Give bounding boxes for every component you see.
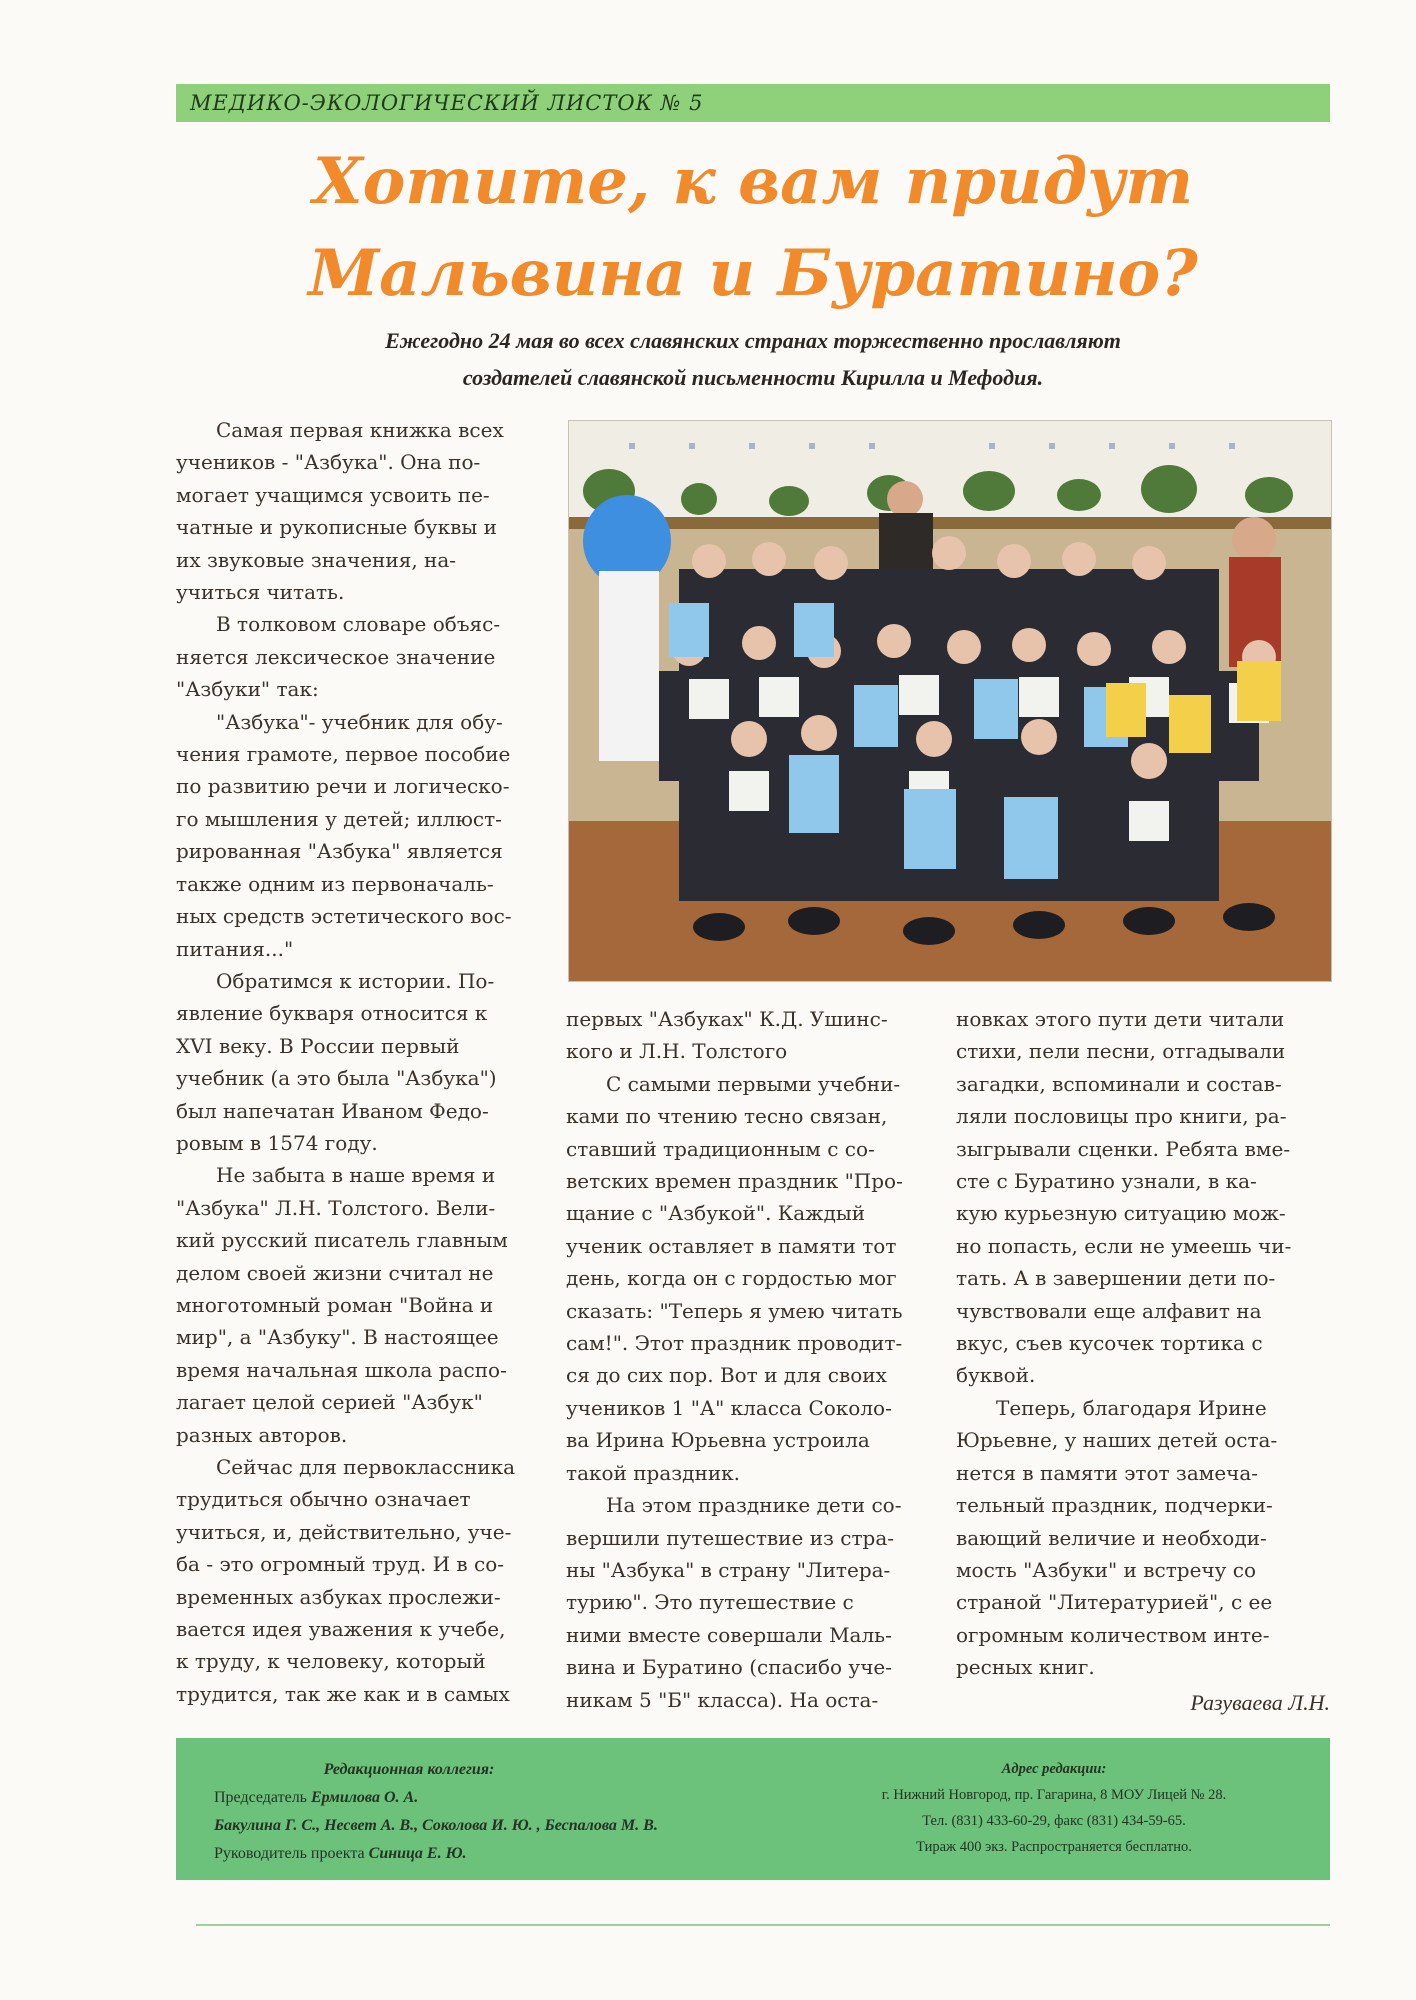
article-lead [176, 322, 1330, 396]
text-line: кую курьезную ситуацию мож- [956, 1201, 1286, 1226]
text-line: страной "Литературией", с ее [956, 1590, 1273, 1615]
text-line: к труду, к человеку, который [176, 1649, 486, 1674]
address-heading: Адрес редакции: [1001, 1761, 1107, 1777]
text-line: чения грамоте, первое пособие [176, 742, 511, 767]
text-line: тать. А в завершении дети по- [956, 1266, 1276, 1291]
text-line: Не забыта в наше время и [216, 1163, 496, 1188]
text-line: учеников - "Азбука". Она по- [176, 450, 481, 475]
text-line: В толковом словаре объяс- [216, 612, 501, 637]
article-lead-line-1: Ежегодно 24 мая во всех славянских странах торжественно прославляют [385, 328, 1121, 353]
manager-name: Синица Е. Ю. [368, 1845, 467, 1862]
text-line: но попасть, если не умеешь чи- [956, 1233, 1292, 1258]
article-column-3 [956, 1003, 1330, 1684]
article-title-line-1: Хотите, к вам придут [312, 144, 1194, 219]
text-line: учиться читать. [176, 580, 345, 605]
paragraph-2 [176, 608, 548, 705]
editorial-address [804, 1756, 1304, 1860]
text-line: учебник (а это была "Азбука") [176, 1066, 497, 1091]
text-line: питания..." [176, 936, 294, 961]
text-line: явление букваря относится к [176, 1001, 488, 1026]
text-line: такой праздник. [566, 1460, 741, 1485]
text-line: делом своей жизни считал не [176, 1260, 494, 1285]
text-line: тельный праздник, подчерки- [956, 1493, 1273, 1518]
chair-name: Ермилова О. А. [310, 1789, 419, 1806]
text-line: огромным количеством инте- [956, 1622, 1270, 1647]
phones-line: Тел. (831) 433-60-29, факс (831) 434-59-65. [922, 1813, 1186, 1829]
paragraph-6-cont [566, 1003, 938, 1068]
text-line: нется в памяти этот замеча- [956, 1460, 1259, 1485]
text-line: "Азбука" Л.Н. Толстого. Вели- [176, 1195, 496, 1220]
text-line: многотомный роман "Война и [176, 1292, 494, 1317]
text-line: первых "Азбуках" К.Д. Ушинс- [566, 1007, 888, 1031]
text-line: трудиться обычно означает [176, 1487, 471, 1512]
text-line: временных азбуках прослежи- [176, 1584, 501, 1609]
address-line: г. Нижний Новгород, пр. Гагарина, 8 МОУ Лицей № 28. [881, 1787, 1227, 1803]
text-line: ровым в 1574 году. [176, 1130, 378, 1155]
text-line: сте с Буратино узнали, в ка- [956, 1169, 1257, 1194]
text-line: турию". Это путешествие с [566, 1590, 854, 1615]
text-line: Обратимся к истории. По- [216, 968, 495, 993]
text-line: вершили путешествие из стра- [566, 1525, 895, 1550]
newsletter-header-bar [176, 84, 1330, 122]
text-line: ных средств эстетического вос- [176, 904, 512, 929]
editorial-members [214, 1812, 658, 1840]
text-line: был напечатан Иваном Федо- [176, 1098, 489, 1123]
text-line: также одним из первоначаль- [176, 871, 494, 896]
text-line: ва Ирина Юрьевна устроила [566, 1428, 870, 1453]
text-line: мость "Азбуки" и встречу со [956, 1557, 1256, 1582]
text-line: кий русский писатель главным [176, 1228, 508, 1253]
paragraph-7 [566, 1068, 938, 1489]
text-line: чувствовали еще алфавит на [956, 1298, 1262, 1323]
text-line: Сейчас для первоклассника [216, 1455, 516, 1479]
text-line: На этом празднике дети со- [606, 1493, 902, 1518]
article-column-1 [176, 414, 548, 1710]
text-line: ученик оставляет в памяти тот [566, 1233, 897, 1258]
text-line: день, когда он с гордостью мог [566, 1266, 897, 1291]
text-line: разных авторов. [176, 1422, 348, 1447]
text-line: ветских времен праздник "Про- [566, 1169, 903, 1194]
text-line: мир", а "Азбуку". В настоящее [176, 1325, 499, 1350]
text-line: новках этого пути дети читали [956, 1007, 1285, 1031]
text-line: ся до сих пор. Вот и для своих [566, 1363, 887, 1388]
text-line: буквой. [956, 1363, 1036, 1388]
article-title-line-2: Мальвина и Буратино? [308, 236, 1198, 311]
text-line: кого и Л.Н. Толстого [566, 1039, 788, 1064]
text-line: чатные и рукописные буквы и [176, 515, 497, 540]
text-line: вается идея уважения к учебе, [176, 1617, 506, 1642]
text-line: загадки, вспоминали и состав- [956, 1071, 1282, 1096]
text-line: няется лексическое значение [176, 644, 496, 669]
text-line: "Азбуки" так: [176, 677, 319, 702]
text-line: зыгрывали сценки. Ребята вме- [956, 1136, 1291, 1161]
text-line: по развитию речи и логическо- [176, 774, 510, 799]
manager-label: Руководитель проекта [214, 1845, 365, 1862]
text-line: могает учащимся усвоить пе- [176, 482, 490, 507]
paragraph-8-cont [956, 1003, 1330, 1392]
text-line: никам 5 "Б" класса). На оста- [566, 1687, 879, 1712]
editorial-board [214, 1756, 658, 1868]
text-line: "Азбука"- учебник для обу- [216, 709, 503, 734]
text-line: XVI веку. В России первый [176, 1033, 460, 1058]
text-line: учеников 1 "А" класса Соколо- [566, 1395, 892, 1420]
text-line: ставший традиционным с со- [566, 1136, 875, 1161]
text-line: го мышления у детей; иллюст- [176, 806, 502, 831]
editorial-footer [176, 1738, 1330, 1880]
paragraph-5 [176, 1159, 548, 1451]
members-names: Бакулина Г. С., Несвет А. В., Соколова И. Ю. , Беспалова М. В. [214, 1817, 658, 1834]
print-run-line: Тираж 400 экз. Распространяется бесплатно. [916, 1839, 1192, 1855]
text-line: ны "Азбука" в страну "Литера- [566, 1557, 891, 1582]
project-manager [214, 1840, 658, 1868]
text-line: учиться, и, действительно, уче- [176, 1519, 512, 1544]
text-line: ляли пословицы про книги, ра- [956, 1104, 1287, 1129]
editorial-board-heading: Редакционная коллегия: [323, 1761, 495, 1778]
paragraph-1 [176, 414, 548, 608]
newsletter-header-text: МЕДИКО-ЭКОЛОГИЧЕСКИЙ ЛИСТОК № 5 [190, 91, 704, 115]
text-line: щание с "Азбукой". Каждый [566, 1201, 866, 1226]
text-line: С самыми первыми учебни- [606, 1071, 901, 1096]
article-title [176, 136, 1330, 320]
text-line: трудится, так же как и в самых [176, 1681, 510, 1706]
text-line: Теперь, благодаря Ирине [996, 1395, 1267, 1420]
text-line: вкус, съев кусочек тортика с [956, 1331, 1263, 1356]
text-line: ба - это огромный труд. И в со- [176, 1552, 505, 1577]
paragraph-9 [956, 1392, 1330, 1684]
text-line: ними вместе совершали Маль- [566, 1622, 892, 1647]
text-line: их звуковые значения, на- [176, 547, 457, 572]
paragraph-8 [566, 1489, 938, 1716]
paragraph-6 [176, 1451, 548, 1710]
text-line: вающий величие и необходи- [956, 1525, 1267, 1550]
article-column-2 [566, 1003, 938, 1716]
text-line: лагает целой серией "Азбук" [176, 1390, 483, 1415]
text-line: Юрьевне, у наших детей оста- [956, 1428, 1278, 1453]
paragraph-4 [176, 965, 548, 1159]
text-line: Самая первая книжка всех [216, 418, 504, 442]
editorial-chair [214, 1784, 658, 1812]
article-lead-line-2: создателей славянской письменности Кирилла и Мефодия. [462, 365, 1044, 390]
text-line: сказать: "Теперь я умею читать [566, 1298, 903, 1323]
text-line: ресных книг. [956, 1655, 1095, 1680]
text-line: ками по чтению тесно связан, [566, 1104, 888, 1129]
bottom-divider [196, 1924, 1330, 1926]
text-line: время начальная школа распо- [176, 1357, 507, 1382]
text-line: стихи, пели песни, отгадывали [956, 1039, 1286, 1064]
class-photo [568, 420, 1332, 982]
chair-label: Председатель [214, 1789, 307, 1806]
paragraph-3 [176, 706, 548, 965]
text-line: рированная "Азбука" является [176, 839, 503, 864]
author-signature: Разуваева Л.Н. [1190, 1690, 1330, 1715]
text-line: сам!". Этот праздник проводит- [566, 1331, 903, 1356]
text-line: вина и Буратино (спасибо уче- [566, 1655, 893, 1680]
